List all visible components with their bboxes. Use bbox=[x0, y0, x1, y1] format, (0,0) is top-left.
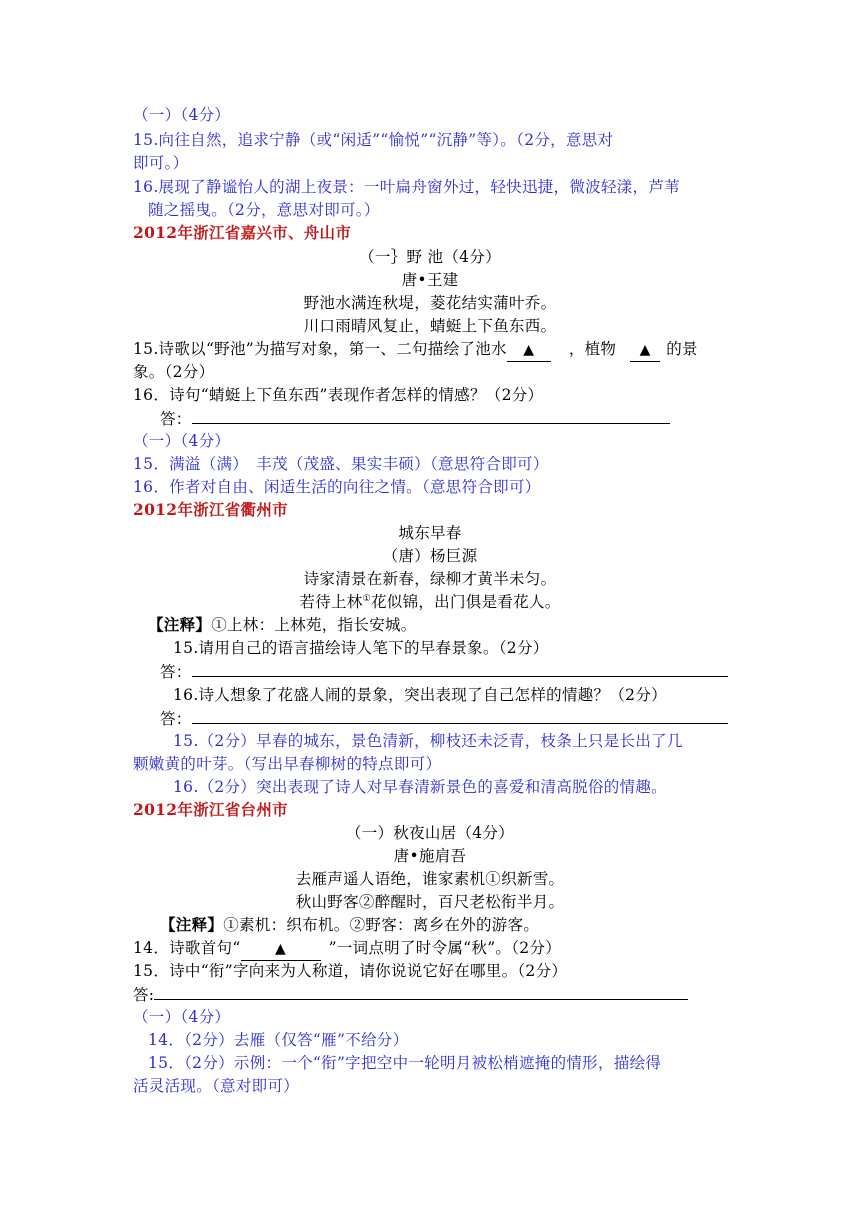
answer-16: 16.（2分）突出表现了诗人对早春清新景色的喜爱和清高脱俗的情趣。 bbox=[173, 778, 667, 796]
triangle-icon: ▲ bbox=[639, 342, 651, 358]
question-16: 16．诗句“蜻蜓上下鱼东西”表现作者怎样的情感？（2分） bbox=[133, 386, 544, 404]
answer-15-line2: 即可。） bbox=[133, 154, 189, 172]
footnote-marker: ① bbox=[362, 593, 371, 604]
poem-line-1: 野池水满连秋堤，菱花结实蒲叶乔。 bbox=[303, 294, 557, 312]
annotation bbox=[160, 914, 539, 936]
answer-blank-1 bbox=[507, 339, 551, 362]
question-15-part-a: 15.诗歌以“野池”为描写对象，第一、二句描绘了池水 bbox=[133, 340, 507, 358]
answer-15-line2: 颗嫩黄的叶芽。（写出早春柳树的特点即可） bbox=[133, 755, 442, 773]
answer-label: 答: bbox=[133, 986, 155, 1004]
answer-label: 答： bbox=[160, 410, 192, 428]
answer-15-line1: 15.向往自然，追求宁静（或“闲适”“愉悦”“沉静”等）。（2分，意思对 bbox=[133, 131, 614, 149]
answer-15-line1: 15.（2分）早春的城东，景色清新，柳枝还未泛青，枝条上只是长出了几 bbox=[173, 732, 683, 750]
answer-line bbox=[133, 983, 688, 1005]
triangle-icon: ▲ bbox=[523, 342, 535, 358]
answer-label: 答： bbox=[160, 663, 192, 681]
answer-line bbox=[160, 707, 728, 729]
answer-underline bbox=[192, 407, 670, 424]
question-15: 15．诗中“衔”字向来为人称道，请你说说它好在哪里。（2分） bbox=[133, 962, 568, 980]
answer-15-line2: 活灵活现。（意对即可） bbox=[133, 1077, 300, 1095]
answer-line bbox=[160, 407, 670, 429]
annotation-text: ①上林：上林苑，指长安城。 bbox=[211, 616, 417, 634]
poem-line-2-part-b: 花似锦，出门俱是看花人。 bbox=[370, 593, 561, 611]
poem-title: 城东早春 bbox=[398, 524, 462, 542]
answer-15: 15．满溢（满） 丰茂（茂盛、果实丰硕）（意思符合即可） bbox=[133, 455, 549, 473]
region-heading: 2012年浙江省嘉兴市、舟山市 bbox=[133, 223, 352, 242]
answer-heading: （一）（4分） bbox=[133, 432, 231, 450]
answer-16: 16．作者对自由、闲适生活的向往之情。（意思符合即可） bbox=[133, 478, 541, 496]
poem-title: （一）秋夜山居（4分） bbox=[345, 824, 515, 842]
triangle-icon: ▲ bbox=[275, 941, 287, 957]
poem-author: （唐）杨巨源 bbox=[382, 547, 478, 565]
poem-line-2 bbox=[0, 591, 860, 613]
question-14-part-b: ”一词点明了时令属“秋”。（2分） bbox=[328, 939, 562, 957]
annotation-label: 【注释】 bbox=[148, 615, 212, 634]
answer-blank bbox=[241, 938, 321, 961]
poem-line-1: 去雁声遥人语绝，谁家素机①织新雪。 bbox=[295, 870, 565, 888]
poem-line-2: 川口雨晴风复止，蜻蜓上下鱼东西。 bbox=[303, 317, 557, 335]
answer-15-line1: 15．（2分）示例：一个“衔”字把空中一轮明月被松梢遮掩的情形，描绘得 bbox=[148, 1054, 662, 1072]
question-14-part-a: 14．诗歌首句“ bbox=[133, 939, 241, 957]
question-15 bbox=[133, 338, 698, 360]
region-heading: 2012年浙江省衢州市 bbox=[133, 500, 288, 519]
answer-underline bbox=[192, 660, 728, 677]
answer-blank-2 bbox=[630, 339, 660, 362]
poem-title: （一｝野 池（4分） bbox=[359, 248, 501, 266]
question-14 bbox=[133, 937, 561, 959]
answer-label: 答： bbox=[160, 710, 192, 728]
answer-14: 14．（2分）去雁（仅答“雁”不给分） bbox=[148, 1031, 409, 1049]
question-16: 16.诗人想象了花盛人闹的景象，突出表现了自己怎样的情趣？（2分） bbox=[173, 686, 667, 704]
poem-author: 唐•施肩吾 bbox=[393, 847, 467, 865]
question-15-line2: 象。（2分） bbox=[133, 363, 215, 381]
poem-line-2-part-a: 若待上林 bbox=[299, 593, 363, 611]
question-15: 15.请用自己的语言描绘诗人笔下的早春景象。（2分） bbox=[173, 639, 549, 657]
answer-underline bbox=[192, 707, 728, 724]
answer-line bbox=[160, 660, 728, 682]
question-15-part-c: 的景 bbox=[666, 340, 698, 358]
annotation-label: 【注释】 bbox=[160, 915, 224, 934]
poem-line-2: 秋山野客②醉醒时，百尺老松衔半月。 bbox=[295, 893, 565, 911]
region-heading: 2012年浙江省台州市 bbox=[133, 800, 288, 819]
poem-author: 唐•王建 bbox=[401, 271, 459, 289]
annotation bbox=[148, 614, 417, 636]
answer-16-line2: 随之摇曳。（2分，意思对即可。） bbox=[148, 201, 380, 219]
answer-underline bbox=[154, 983, 688, 1000]
question-15-part-b: ，植物 bbox=[568, 340, 617, 358]
answer-heading: （一）（4分） bbox=[133, 1008, 231, 1026]
answer-heading: （一）（4分） bbox=[133, 106, 231, 124]
answer-16-line1: 16.展现了静谧怡人的湖上夜景：一叶扁舟窗外过，轻快迅捷，微波轻漾，芦苇 bbox=[133, 178, 680, 196]
poem-line-1: 诗家清景在新春，绿柳才黄半未匀。 bbox=[303, 570, 557, 588]
annotation-text: ①素机：织布机。②野客：离乡在外的游客。 bbox=[223, 916, 540, 934]
